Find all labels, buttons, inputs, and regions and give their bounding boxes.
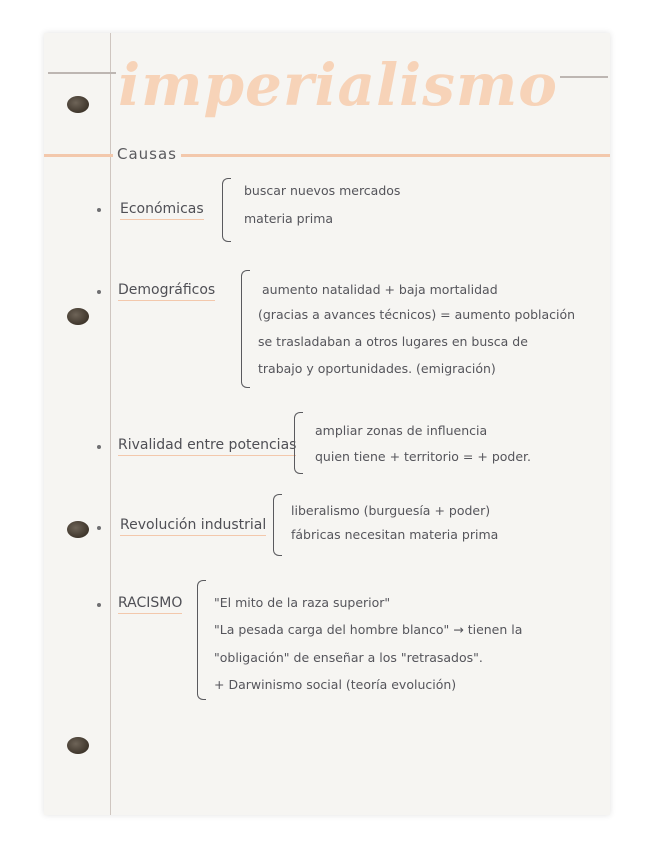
cause-line: (gracias a avances técnicos) = aumento población (258, 307, 576, 322)
brace (241, 270, 250, 388)
binder-hole (67, 737, 89, 754)
section-label: Causas (113, 143, 181, 165)
cause-line: liberalismo (burguesía + poder) (291, 503, 491, 518)
binder-hole (67, 308, 89, 325)
title-rule-left (48, 72, 116, 74)
cause-line: "La pesada carga del hombre blanco" → tienen la (214, 622, 523, 637)
cause-label-racismo: RACISMO (118, 593, 182, 614)
bullet (97, 603, 101, 607)
cause-line: "obligación" de enseñar a los "retrasados". (214, 650, 483, 665)
cause-line: se trasladaban a otros lugares en busca de (258, 334, 528, 349)
cause-label-demograficos: Demográficos (118, 280, 215, 301)
cause-line: quien tiene + territorio = + poder. (315, 449, 531, 464)
brace (197, 580, 206, 700)
page-title: imperialismo (118, 51, 558, 119)
brace (222, 178, 231, 242)
bullet (97, 445, 101, 449)
binder-hole (67, 521, 89, 538)
cause-line: + Darwinismo social (teoría evolución) (214, 677, 457, 692)
bullet (97, 208, 101, 212)
cause-line: buscar nuevos mercados (244, 183, 401, 198)
cause-line: "El mito de la raza superior" (214, 595, 391, 610)
title-rule-right (560, 76, 608, 78)
cause-label-economicas: Económicas (120, 199, 204, 220)
brace (294, 412, 303, 474)
cause-line: materia prima (244, 211, 334, 226)
cause-line: trabajo y oportunidades. (emigración) (258, 361, 496, 376)
margin-line (110, 33, 111, 815)
cause-line: fábricas necesitan materia prima (291, 527, 499, 542)
binder-hole (67, 96, 89, 113)
cause-line: ampliar zonas de influencia (315, 423, 488, 438)
cause-label-revolucion: Revolución industrial (120, 515, 266, 536)
bullet (97, 290, 101, 294)
cause-label-rivalidad: Rivalidad entre potencias (118, 435, 296, 456)
cause-line: aumento natalidad + baja mortalidad (262, 282, 498, 297)
brace (273, 494, 282, 556)
bullet (97, 526, 101, 530)
